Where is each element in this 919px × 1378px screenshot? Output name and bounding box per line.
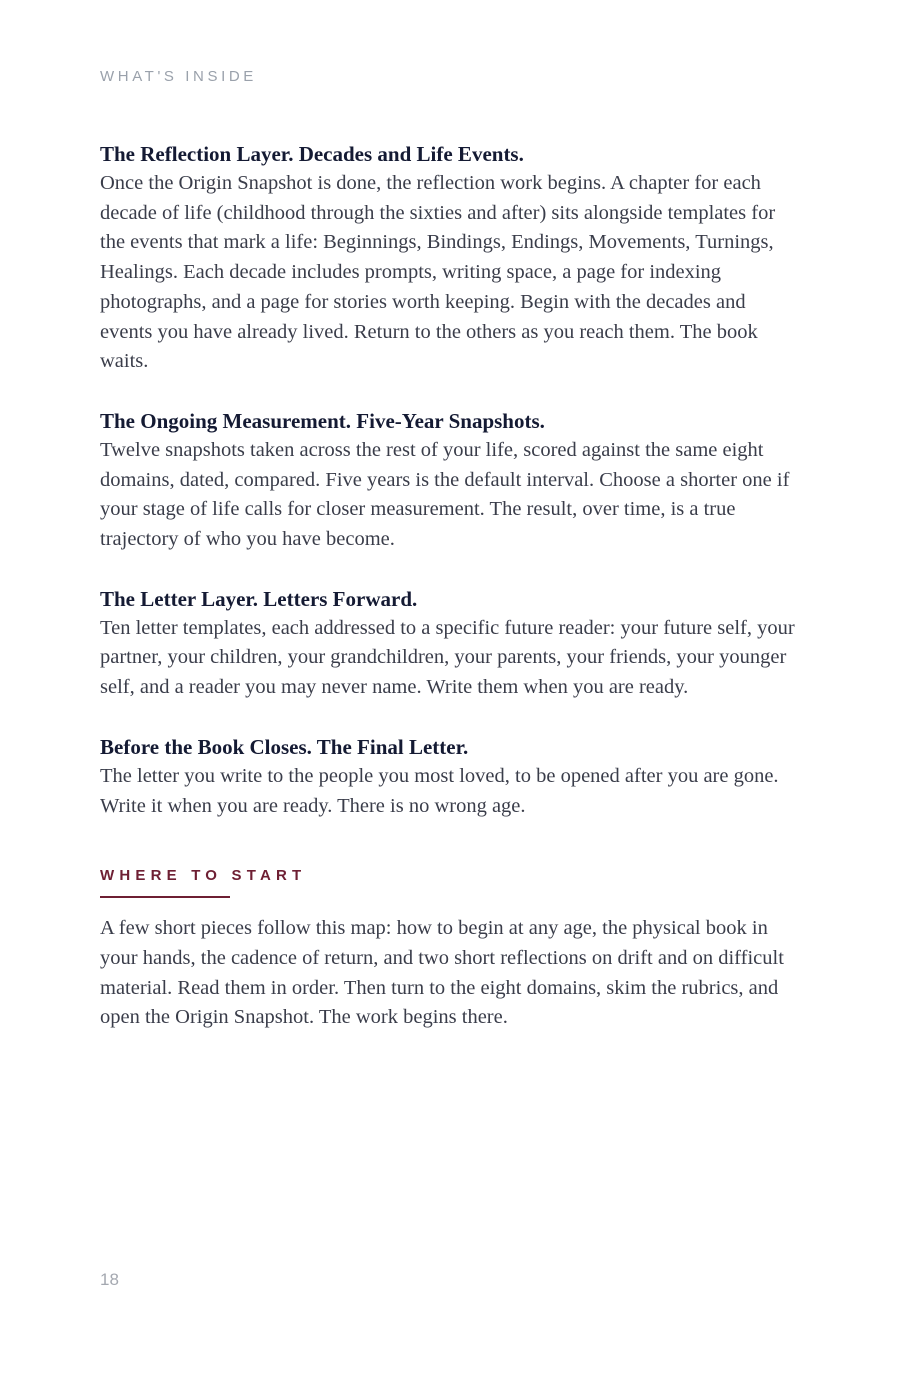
section-letter-layer [100, 585, 800, 703]
running-head: WHAT'S INSIDE [100, 68, 257, 85]
section-final-letter [100, 733, 800, 821]
where-to-start-body: A few short pieces follow this map: how to begin at any age, the physical book in your hands, the cadence of return, and two short reflections on drift and on difficult material. Read them in order. Then turn to the eight domains, skim the rubrics, and open the Origin Snapshot. The work begins there. [100, 917, 784, 1029]
section-title: The Ongoing Measurement. Five-Year Snapshots. [100, 408, 545, 433]
section-title: The Reflection Layer. Decades and Life Events. [100, 142, 524, 166]
where-to-start-rule [100, 896, 230, 898]
section-body: The letter you write to the people you most loved, to be opened after you are gone. Write it when you are ready. There is no wrong age. [100, 764, 779, 817]
page-content [100, 140, 800, 1033]
where-to-start-heading: WHERE TO START [100, 867, 307, 885]
section-title: The Letter Layer. Letters Forward. [100, 586, 418, 611]
section-body: Twelve snapshots taken across the rest of your life, scored against the same eight domains, dated, compared. Five years is the default interval. Choose a shorter one if your stage of life calls for closer measurement. The result, over time, is a true trajectory of who you have become. [100, 438, 790, 551]
section-title: Before the Book Closes. The Final Letter. [100, 734, 469, 759]
section-ongoing-measurement [100, 407, 800, 555]
section-body: Once the Origin Snapshot is done, the reflection work begins. A chapter for each decade of life (childhood through the sixties and after) sits alongside templates for the events that mark a life: Beginnings, Bindings, Endings, Movements, Turnings, Healings. Each decade includes prompts, writing space, a page for indexing photographs, and a page for stories worth keeping. Begin with the decades and events you have already lived. Return to the others as you reach them. The book waits. [100, 172, 776, 373]
section-reflection-layer [100, 140, 800, 377]
section-body: Ten letter templates, each addressed to a specific future reader: your future self, your partner, your children, your grandchildren, your parents, your friends, your younger self, and a reader you may never name. Write them when you are ready. [100, 616, 795, 699]
page-number: 18 [100, 1270, 119, 1289]
